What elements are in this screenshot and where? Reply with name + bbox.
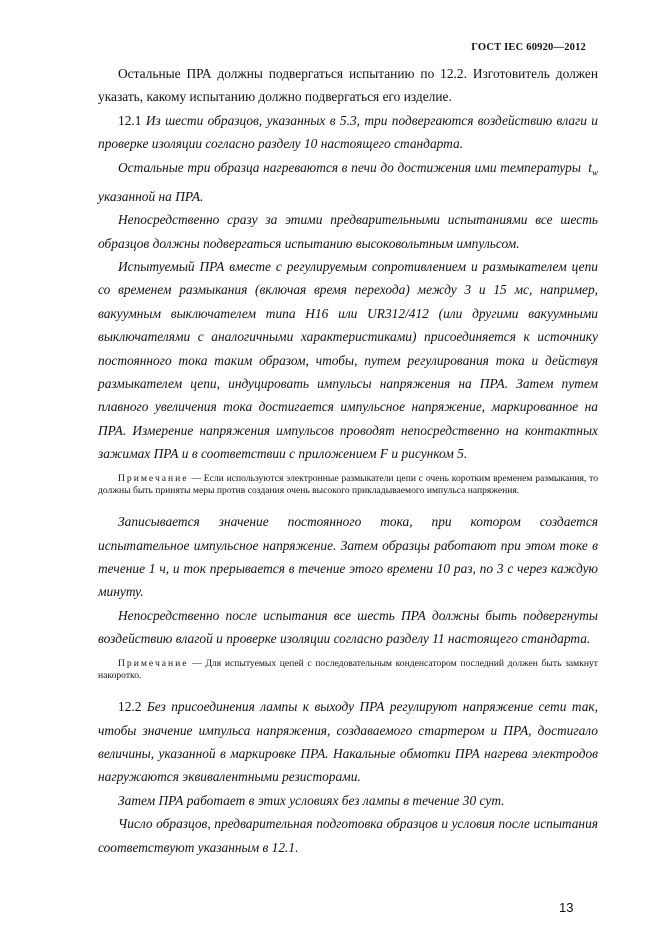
page-body: [98, 62, 598, 859]
paragraph-12-1: [98, 109, 598, 156]
document-header: ГОСТ IEC 60920—2012: [471, 42, 586, 53]
note-label: Примечание: [118, 657, 189, 669]
note-text: — Если используются электронные размыкатели цепи с очень коротким временем размыкания, то должны быть приняты меры против создания очень высокого прикладываемого импульса напряжения.: [98, 472, 598, 496]
paragraph-after-test: Непосредственно после испытания все шесть ПРА должны быть подвергнуты воздействию влагой и проверке изоляции согласно разделу 11 настоящего стандарта.: [98, 607, 598, 647]
paragraph-duration: Затем ПРА работает в этих условиях без лампы в течение 30 сут.: [118, 792, 505, 808]
clause-text: Без присоединения лампы к выходу ПРА регулируют напряжение сети так, чтобы значение импульса напряжения, создаваемого стартером и ПРА, достигало величины, указанной в маркировке ПРА. Накальные обмотки ПРА нагрева электродов нагружаются эквивалентными резисторами.: [98, 699, 599, 785]
page-number: 13: [559, 900, 574, 915]
temperature-symbol: t: [588, 159, 592, 175]
paragraph-current-record: Записывается значение постоянного тока, при котором создается испытательное импульсное напряжение. Затем образцы работают при этом токе в течение 1 ч, и ток прерывается в течение этого времени 10 раз, по 3 с через каждую минуту.: [98, 514, 598, 600]
note-2: [98, 658, 598, 683]
clause-text: Из шести образцов, указанных в 5.3, три подвергаются воздействию влаги и проверке изоляции согласно разделу 10 настоящего стандарта.: [98, 112, 598, 152]
note-text: — Для испытуемых цепей с последовательным конденсатором последний должен быть замкнут накоротко.: [98, 657, 598, 681]
temperature-subscript: w: [591, 167, 598, 178]
paragraph-intro: Остальные ПРА должны подвергаться испытанию по 12.2. Изготовитель должен указать, какому испытанию должно подвергаться его изделие.: [98, 66, 598, 105]
paragraph-heating: [98, 156, 598, 208]
note-label: Примечание: [118, 472, 189, 484]
note-1: [98, 473, 598, 498]
heating-text: Остальные три образца нагреваются в печи до достижения ими температуры: [118, 159, 585, 175]
paragraph-test-setup: Испытуемый ПРА вместе с регулируемым сопротивлением и размыкателем цепи со временем размыкания (включая время перехода) между 3 и 15 мс, например, вакуумным выключателем типа H16 или UR312/412 (или другими вакуумными выключателями с аналогичными характеристиками) присоединяется к источнику постоянного тока таким образом, чтобы, путем регулирования тока и действуя размыкателем цепи, индуцировать импульсы напряжения на ПРА. Затем путем плавного увеличения тока достигается импульсное напряжение, маркированное на ПРА. Измерение напряжения импульсов проводят непосредственно на контактных зажимах ПРА и в соответствии с приложением F и рисунком 5.: [98, 258, 598, 462]
paragraph-impulse-test: Непосредственно сразу за этими предварительными испытаниями все шесть образцов должны подвергаться испытанию высоковольтным импульсом.: [98, 212, 598, 251]
paragraph-samples: Число образцов, предварительная подготовка образцов и условия после испытания соответствуют указанным в 12.1.: [98, 816, 598, 855]
clause-number: 12.2: [118, 699, 147, 715]
clause-number: 12.1: [118, 112, 146, 128]
heating-text-end: указанной на ПРА.: [98, 188, 204, 204]
paragraph-12-2: [98, 695, 598, 789]
